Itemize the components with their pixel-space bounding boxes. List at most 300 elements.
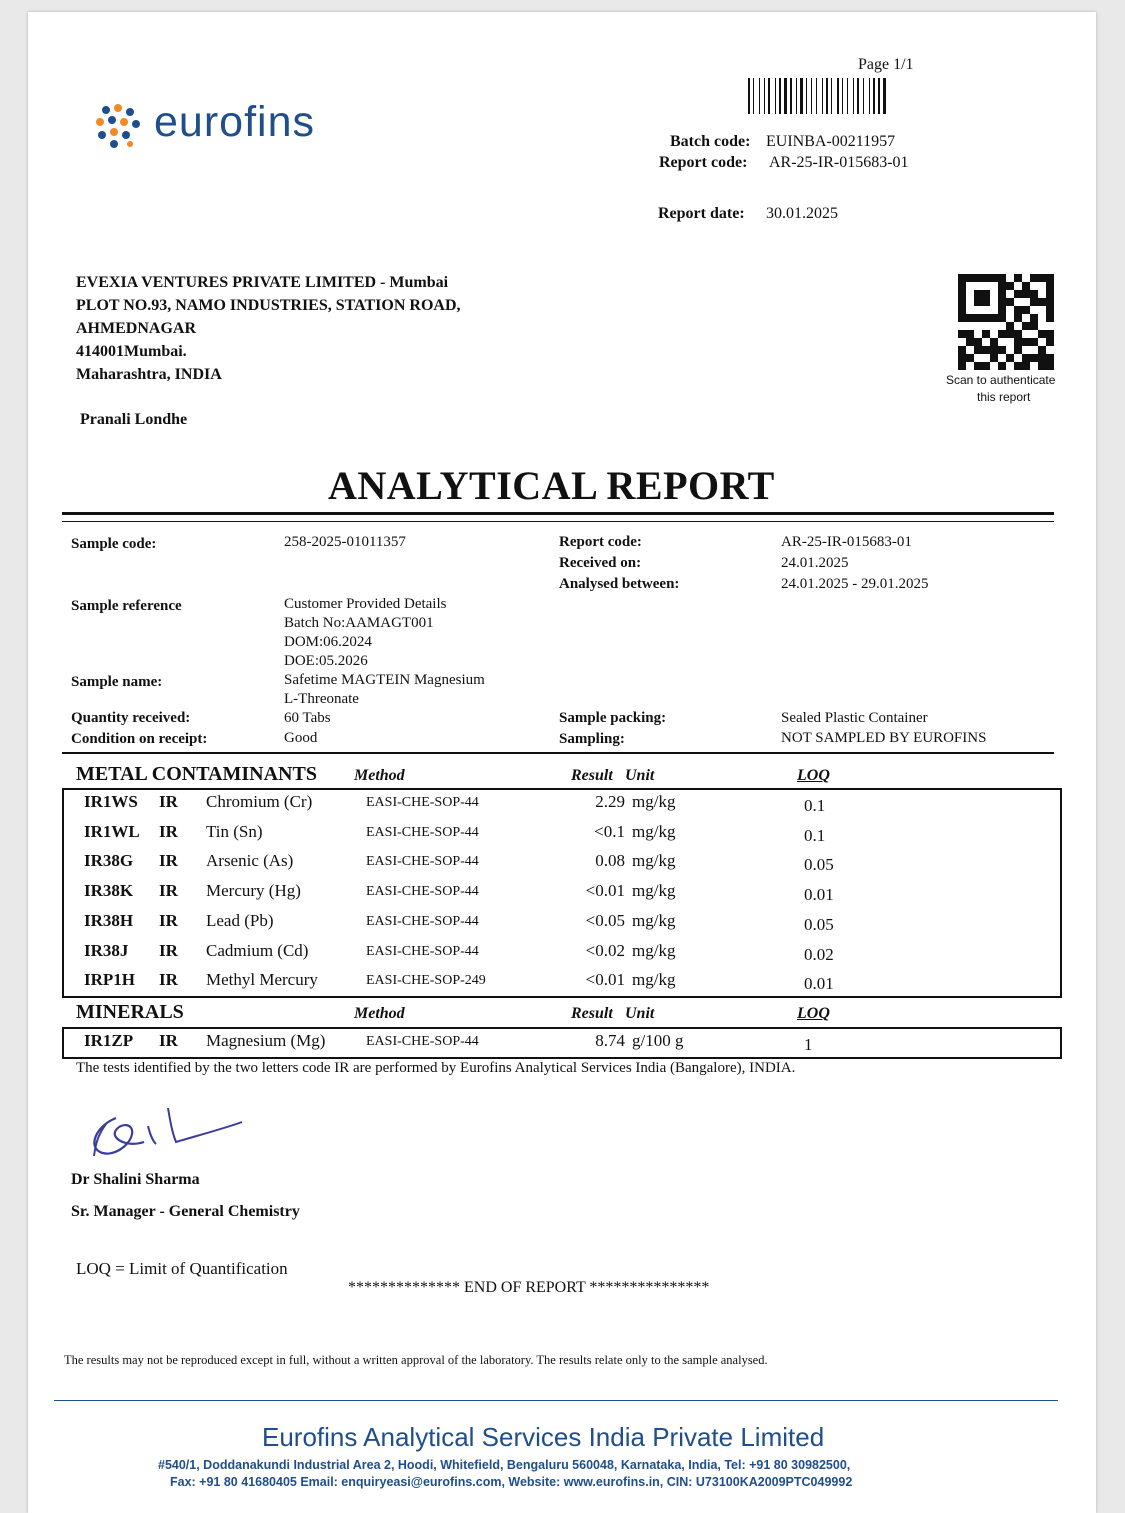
- qr-module: [982, 346, 990, 354]
- barcode-bar: [840, 78, 841, 114]
- qr-module: [966, 362, 974, 370]
- barcode-bar: [871, 78, 872, 114]
- sample-code-label: Sample code:: [71, 536, 157, 552]
- metals-loq-label: LOQ: [797, 767, 830, 784]
- qr-module: [998, 322, 1006, 330]
- qr-module: [982, 338, 990, 346]
- result-unit: mg/kg: [632, 910, 676, 930]
- metals-unit-label: Unit: [625, 767, 655, 784]
- loq-value: 0.05: [804, 914, 834, 934]
- qr-module: [1038, 322, 1046, 330]
- result-value: <0.01: [585, 881, 625, 901]
- qr-module: [1006, 298, 1014, 306]
- qr-module: [1038, 362, 1046, 370]
- result-value: <0.1: [594, 821, 625, 841]
- qr-module: [958, 362, 966, 370]
- qr-module: [1022, 282, 1030, 290]
- barcode-bar: [887, 78, 889, 114]
- qr-module: [982, 306, 990, 314]
- qr-module: [1014, 330, 1022, 338]
- minerals-result-label: Result: [571, 1005, 613, 1022]
- qr-module: [1022, 298, 1030, 306]
- qr-module: [974, 330, 982, 338]
- qr-module: [1030, 322, 1038, 330]
- qr-module: [974, 362, 982, 370]
- qr-module: [990, 338, 998, 346]
- qr-module: [990, 346, 998, 354]
- qr-module: [998, 330, 1006, 338]
- qr-module: [998, 306, 1006, 314]
- analyte-name: Tin (Sn): [206, 821, 263, 841]
- qr-module: [1006, 314, 1014, 322]
- table-row: [64, 911, 1064, 939]
- result-unit: mg/kg: [632, 940, 676, 960]
- barcode-bar: [775, 78, 776, 114]
- qr-module: [1038, 314, 1046, 322]
- sample-report-code-label: Report code:: [559, 534, 642, 550]
- result-unit: g/100 g: [632, 1031, 684, 1050]
- qr-module: [958, 290, 966, 298]
- barcode-bar: [878, 78, 880, 114]
- quantity-label: Quantity received:: [71, 710, 191, 726]
- qr-module: [966, 306, 974, 314]
- qr-module: [1006, 338, 1014, 346]
- qr-module: [998, 282, 1006, 290]
- qr-module: [966, 330, 974, 338]
- result-value: 8.74: [595, 1031, 625, 1050]
- disclaimer: The results may not be reproduced except in full, without a written approval of the laboratory. The results relate only to the sample analysed.: [64, 1353, 768, 1367]
- qr-module: [1046, 362, 1054, 370]
- table-row: [64, 941, 1064, 969]
- barcode-bar: [844, 78, 846, 114]
- barcode-bar: [833, 78, 836, 114]
- analysed-dates: 24.01.2025 - 29.01.2025: [781, 576, 929, 592]
- qr-module: [1014, 290, 1022, 298]
- loq-value: 0.05: [804, 855, 834, 875]
- client-line-4: 414001Mumbai.: [76, 343, 187, 360]
- client-line-2: PLOT NO.93, NAMO INDUSTRIES, STATION ROAD,: [76, 297, 461, 314]
- barcode-bar: [829, 78, 830, 114]
- barcode-bar: [873, 78, 875, 114]
- table-row: [64, 881, 1064, 909]
- method-code: EASI-CHE-SOP-44: [366, 795, 479, 810]
- barcode-bar: [816, 78, 817, 114]
- qr-module: [1030, 338, 1038, 346]
- qr-module: [982, 282, 990, 290]
- qr-module: [966, 338, 974, 346]
- qr-module: [958, 298, 966, 306]
- qr-module: [998, 362, 1006, 370]
- qr-module: [1030, 314, 1038, 322]
- received-label: Received on:: [559, 555, 642, 571]
- lab-code: IR: [159, 910, 178, 930]
- minerals-unit-label: Unit: [625, 1005, 655, 1022]
- qr-module: [1030, 362, 1038, 370]
- sample-name-line-2: L-Threonate: [284, 691, 359, 707]
- qr-module: [958, 314, 966, 322]
- client-line-1: EVEXIA VENTURES PRIVATE LIMITED - Mumbai: [76, 274, 449, 291]
- qr-module: [1022, 314, 1030, 322]
- barcode-bar: [847, 78, 848, 114]
- qr-module: [1030, 354, 1038, 362]
- title-rule-thin: [62, 521, 1054, 522]
- table-row: [64, 792, 1064, 820]
- lab-code: IR: [159, 821, 178, 841]
- qr-module: [1030, 290, 1038, 298]
- barcode-bar: [813, 78, 815, 114]
- client-contact: Pranali Londhe: [80, 411, 188, 428]
- barcode-bar: [860, 78, 862, 114]
- result-unit: mg/kg: [632, 851, 676, 871]
- title-rule: [62, 512, 1054, 515]
- sample-code: 258-2025-01011357: [284, 534, 406, 550]
- barcode-bar: [831, 78, 832, 114]
- barcode-bar: [865, 78, 868, 114]
- barcode-bar: [863, 78, 864, 114]
- qr-module: [974, 354, 982, 362]
- qr-module: [982, 290, 990, 298]
- qr-module: [966, 314, 974, 322]
- loq-value: 1: [804, 1035, 813, 1054]
- footer-company: Eurofins Analytical Services India Private Limited: [262, 1422, 825, 1452]
- table-row: [64, 851, 1064, 879]
- loq-value: 0.01: [804, 885, 834, 905]
- qr-module: [982, 362, 990, 370]
- qr-module: [990, 354, 998, 362]
- qr-module: [1006, 282, 1014, 290]
- qr-module: [1038, 338, 1046, 346]
- footer-address-2: Fax: +91 80 41680405 Email: enquiryeasi@eurofins.com, Website: www.eurofins.in, CIN: U73100KA2009PTC049992: [170, 1475, 853, 1489]
- sample-reference-line-1: Customer Provided Details: [284, 596, 447, 612]
- barcode-bar: [766, 78, 767, 114]
- qr-module: [1006, 362, 1014, 370]
- test-code: IRP1H: [84, 970, 135, 990]
- qr-module: [1006, 274, 1014, 282]
- qr-module: [1046, 354, 1054, 362]
- metals-table: [62, 788, 1062, 998]
- analyte-name: Lead (Pb): [206, 910, 274, 930]
- qr-module: [1014, 282, 1022, 290]
- sample-reference-line-2: Batch No:AAMAGT001: [284, 615, 434, 631]
- report-date: 30.01.2025: [766, 205, 838, 222]
- metals-method-label: Method: [354, 767, 405, 784]
- end-of-report: ************** END OF REPORT ***************: [348, 1279, 710, 1296]
- qr-module: [966, 298, 974, 306]
- sample-report-code: AR-25-IR-015683-01: [781, 534, 912, 550]
- qr-module: [1038, 306, 1046, 314]
- qr-module: [1014, 346, 1022, 354]
- qr-module: [1038, 346, 1046, 354]
- result-value: 2.29: [595, 792, 625, 811]
- qr-module: [1038, 282, 1046, 290]
- qr-module: [1006, 322, 1014, 330]
- qr-module: [1030, 282, 1038, 290]
- qr-module: [998, 290, 1006, 298]
- barcode-bar: [761, 78, 763, 114]
- qr-module: [998, 338, 1006, 346]
- analyte-name: Arsenic (As): [206, 851, 294, 871]
- qr-module: [1030, 306, 1038, 314]
- barcode-bar: [849, 78, 852, 114]
- qr-module: [990, 274, 998, 282]
- qr-module: [1006, 354, 1014, 362]
- batch-code-label: Batch code:: [670, 133, 751, 150]
- qr-module: [1006, 290, 1014, 298]
- qr-module: [1022, 330, 1030, 338]
- test-code: IR1ZP: [84, 1031, 134, 1050]
- qr-module: [998, 354, 1006, 362]
- qr-module: [966, 282, 974, 290]
- qr-module: [1030, 346, 1038, 354]
- barcode-bar: [837, 78, 839, 114]
- packing-label: Sample packing:: [559, 710, 667, 726]
- report-date-label: Report date:: [658, 205, 745, 222]
- qr-module: [974, 298, 982, 306]
- barcode-bar: [768, 78, 770, 114]
- qr-module: [974, 314, 982, 322]
- table-row: [64, 1031, 1064, 1059]
- qr-module: [1022, 274, 1030, 282]
- metals-heading: METAL CONTAMINANTS: [76, 763, 317, 785]
- barcode-bar: [800, 78, 803, 114]
- barcode-bar: [798, 78, 799, 114]
- barcode-bar: [824, 78, 825, 114]
- barcode-bar: [869, 78, 870, 114]
- qr-module: [1014, 314, 1022, 322]
- method-code: EASI-CHE-SOP-44: [366, 824, 479, 840]
- result-unit: mg/kg: [632, 821, 676, 841]
- sampling-value: NOT SAMPLED BY EUROFINS: [781, 730, 987, 746]
- qr-module: [1046, 282, 1054, 290]
- test-code: IR38J: [84, 940, 129, 960]
- loq-definition: LOQ = Limit of Quantification: [76, 1259, 288, 1278]
- minerals-table: [62, 1027, 1062, 1059]
- qr-module: [958, 330, 966, 338]
- qr-module: [1046, 314, 1054, 322]
- analyte-name: Mercury (Hg): [206, 881, 301, 901]
- qr-module: [990, 330, 998, 338]
- qr-module: [1046, 298, 1054, 306]
- qr-module: [974, 322, 982, 330]
- qr-module: [1006, 330, 1014, 338]
- barcode-bar: [796, 78, 797, 114]
- loq-value: 0.1: [804, 825, 826, 845]
- qr-module: [974, 274, 982, 282]
- barcode-bar: [755, 78, 758, 114]
- qr-module: [1022, 362, 1030, 370]
- condition-label: Condition on receipt:: [71, 731, 208, 747]
- quantity-value: 60 Tabs: [284, 710, 331, 726]
- minerals-method-label: Method: [354, 1005, 405, 1022]
- method-code: EASI-CHE-SOP-44: [366, 884, 479, 900]
- sample-reference-line-3: DOM:06.2024: [284, 634, 372, 650]
- qr-module: [958, 322, 966, 330]
- barcode-bar: [751, 78, 752, 114]
- qr-module: [998, 314, 1006, 322]
- sampling-label: Sampling:: [559, 731, 625, 747]
- qr-module: [966, 346, 974, 354]
- footer-rule: [54, 1400, 1058, 1401]
- barcode-bar: [811, 78, 812, 114]
- qr-module: [974, 290, 982, 298]
- lab-code: IR: [159, 881, 178, 901]
- lab-code: IR: [159, 1031, 178, 1050]
- qr-module: [1014, 338, 1022, 346]
- report-title: ANALYTICAL REPORT: [328, 463, 775, 508]
- qr-module: [966, 354, 974, 362]
- barcode-bar: [818, 78, 821, 114]
- barcode-bar: [822, 78, 823, 114]
- qr-module: [1046, 338, 1054, 346]
- sample-name-label: Sample name:: [71, 674, 163, 690]
- qr-module: [1014, 322, 1022, 330]
- barcode-bar: [779, 78, 781, 114]
- qr-module: [1030, 298, 1038, 306]
- qr-module: [1046, 306, 1054, 314]
- qr-module: [1038, 298, 1046, 306]
- qr-module: [1030, 274, 1038, 282]
- barcode-bar: [853, 78, 854, 114]
- method-code: EASI-CHE-SOP-44: [366, 854, 479, 870]
- sample-rule: [62, 752, 1054, 754]
- report-code-label: Report code:: [659, 154, 748, 171]
- signature: [86, 1096, 266, 1166]
- qr-module: [982, 298, 990, 306]
- qr-module: [1022, 346, 1030, 354]
- qr-module: [974, 346, 982, 354]
- sample-reference-label: Sample reference: [71, 598, 182, 614]
- page-number: Page 1/1: [858, 56, 914, 73]
- qr-module: [958, 346, 966, 354]
- barcode-bar: [881, 78, 882, 114]
- client-line-3: AHMEDNAGAR: [76, 320, 196, 337]
- method-code: EASI-CHE-SOP-44: [366, 1034, 479, 1049]
- test-code: IR38G: [84, 851, 134, 871]
- signatory-role: Sr. Manager - General Chemistry: [71, 1203, 300, 1220]
- qr-module: [990, 282, 998, 290]
- qr-module: [974, 338, 982, 346]
- qr-module: [982, 274, 990, 282]
- barcode-bar: [842, 78, 843, 114]
- barcode-bar: [804, 78, 805, 114]
- qr-module: [990, 306, 998, 314]
- analyte-name: Chromium (Cr): [206, 792, 313, 811]
- qr-module: [990, 362, 998, 370]
- qr-module: [982, 330, 990, 338]
- qr-module: [958, 282, 966, 290]
- qr-module: [1038, 290, 1046, 298]
- report-code: AR-25-IR-015683-01: [769, 154, 909, 171]
- qr-module: [1006, 306, 1014, 314]
- qr-caption-2: this report: [977, 390, 1031, 404]
- qr-module: [1046, 346, 1054, 354]
- qr-module: [982, 314, 990, 322]
- test-code: IR1WS: [84, 792, 138, 811]
- loq-value: 0.01: [804, 974, 834, 994]
- barcode-bar: [808, 78, 810, 114]
- loq-value: 0.1: [804, 796, 826, 815]
- qr-module: [1014, 298, 1022, 306]
- barcode-bar: [826, 78, 828, 114]
- minerals-heading: MINERALS: [76, 1001, 184, 1023]
- sample-name-line-1: Safetime MAGTEIN Magnesium: [284, 672, 485, 688]
- qr-module: [966, 274, 974, 282]
- qr-module: [1014, 274, 1022, 282]
- barcode-bar: [753, 78, 754, 114]
- barcode-bar: [876, 78, 877, 114]
- qr-module: [998, 346, 1006, 354]
- logo-wordmark: eurofins: [154, 98, 315, 146]
- result-unit: mg/kg: [632, 881, 676, 901]
- qr-module: [958, 338, 966, 346]
- barcode-bar: [793, 78, 795, 114]
- analyte-name: Magnesium (Mg): [206, 1031, 326, 1050]
- qr-module: [958, 354, 966, 362]
- lab-code: IR: [159, 970, 178, 990]
- barcode-bar: [748, 78, 750, 114]
- test-code: IR38H: [84, 910, 134, 930]
- qr-module: [990, 314, 998, 322]
- signatory-name: Dr Shalini Sharma: [71, 1171, 200, 1188]
- sample-reference-line-4: DOE:05.2026: [284, 653, 368, 669]
- result-value: <0.01: [585, 970, 625, 990]
- qr-module: [1038, 330, 1046, 338]
- barcode-bar: [790, 78, 792, 114]
- qr-module: [982, 322, 990, 330]
- qr-module: [966, 322, 974, 330]
- qr-module: [990, 322, 998, 330]
- table-row: [64, 822, 1064, 850]
- qr-module: [958, 274, 966, 282]
- client-line-5: Maharashtra, INDIA: [76, 366, 222, 383]
- qr-module: [1022, 290, 1030, 298]
- lab-code: IR: [159, 851, 178, 871]
- lab-code: IR: [159, 792, 178, 811]
- analysed-label: Analysed between:: [559, 576, 680, 592]
- received-date: 24.01.2025: [781, 555, 849, 571]
- barcode: [748, 78, 890, 114]
- barcode-bar: [855, 78, 856, 114]
- loq-value: 0.02: [804, 944, 834, 964]
- barcode-bar: [771, 78, 774, 114]
- result-unit: mg/kg: [632, 792, 676, 811]
- metals-result-label: Result: [571, 767, 613, 784]
- qr-caption-1: Scan to authenticate: [946, 373, 1056, 387]
- condition-value: Good: [284, 730, 318, 746]
- qr-module: [990, 290, 998, 298]
- method-code: EASI-CHE-SOP-44: [366, 913, 479, 929]
- qr-module: [1022, 338, 1030, 346]
- barcode-bar: [759, 78, 760, 114]
- method-code: EASI-CHE-SOP-249: [366, 973, 486, 989]
- qr-module: [1022, 306, 1030, 314]
- barcode-bar: [883, 78, 886, 114]
- qr-module: [958, 306, 966, 314]
- qr-code[interactable]: [958, 274, 1054, 370]
- footer-address-1: #540/1, Doddanakundi Industrial Area 2, Hoodi, Whitefield, Bengaluru 560048, Karnataka, India, Tel: +91 80 30982500,: [158, 1458, 851, 1472]
- qr-module: [1022, 322, 1030, 330]
- result-value: <0.02: [585, 940, 625, 960]
- qr-module: [1030, 330, 1038, 338]
- test-code: IR1WL: [84, 821, 140, 841]
- qr-module: [998, 274, 1006, 282]
- qr-module: [998, 298, 1006, 306]
- analyte-name: Methyl Mercury: [206, 970, 318, 990]
- barcode-bar: [857, 78, 859, 114]
- method-code: EASI-CHE-SOP-44: [366, 943, 479, 959]
- qr-module: [974, 282, 982, 290]
- qr-module: [1006, 346, 1014, 354]
